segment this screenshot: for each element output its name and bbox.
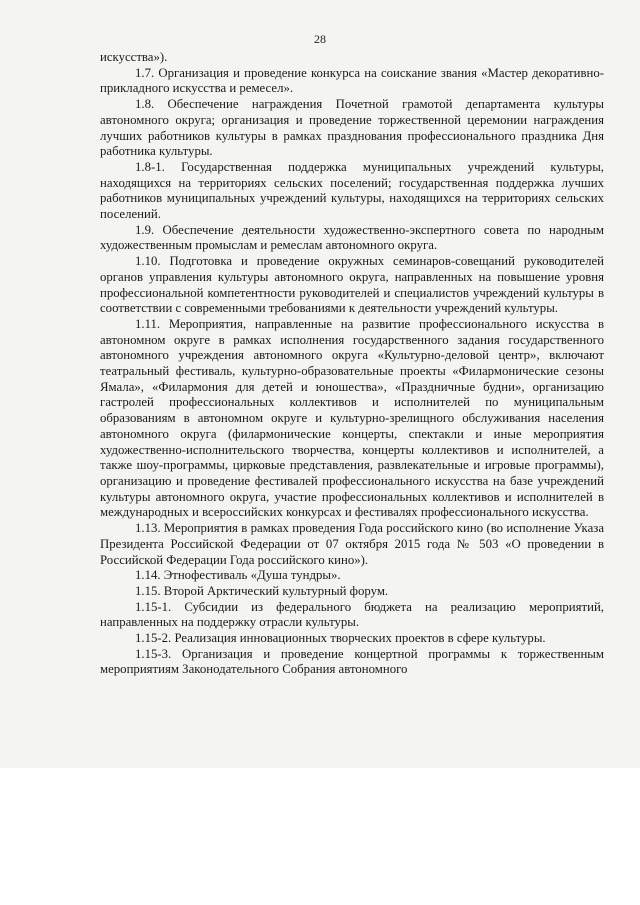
paragraph-1-15: 1.15. Второй Арктический культурный форум. (135, 583, 389, 598)
paragraph-1-8-1: 1.8-1. Государственная поддержка муниципальных учреждений культуры, находящихся на территориях сельских поселений; государственная поддержка лучших работников муниципальных учреждений культуры, находящихся на территориях сельских поселений. (100, 159, 604, 222)
document-body (100, 50, 604, 678)
paragraph-1-15-1: 1.15-1. Субсидии из федерального бюджета на реализацию мероприятий, направленных на поддержку отрасли культуры. (100, 599, 604, 630)
paragraph-1-7: 1.7. Организация и проведение конкурса на соискание звания «Мастер декоративно-прикладного искусства и ремесел». (100, 65, 604, 96)
paragraph-1-10: 1.10. Подготовка и проведение окружных семинаров-совещаний руководителей органов управления культуры автономного округа, направленных на повышение уровня профессиональной компетентности руководителей и специалистов учреждений культуры в соответствии с современными требованиями к деятельности учреждений культуры. (100, 254, 604, 316)
paragraph-1-15-2: 1.15-2. Реализация инновационных творческих проектов в сфере культуры. (135, 631, 546, 646)
paragraph-1-8: 1.8. Обеспечение награждения Почетной грамотой департамента культуры автономного округа; организация и проведение торжественной церемонии награждения лучших работников культуры в рамках празднования профессионального праздника Дня работника культуры. (100, 97, 604, 159)
paragraph-1-9: 1.9. Обеспечение деятельности художественно-экспертного совета по народным художественным промыслам и ремеслам автономного округа. (100, 222, 604, 253)
paragraph-continuation: искусства»). (100, 50, 168, 64)
page-number: 28 (314, 32, 326, 46)
paragraph-1-14: 1.14. Этнофестиваль «Душа тундры». (135, 568, 341, 583)
paragraph-1-15-3: 1.15-3. Организация и проведение концертной программы к торжественным мероприятиям Законодательного Собрания автономного (100, 646, 604, 677)
paragraph-1-11: 1.11. Мероприятия, направленные на развитие профессионального искусства в автономном округе в рамках исполнения государственного задания государственного автономного учреждения автономного округа «Культурно-деловой центр», включают театральный фестиваль, культурно-образовательные проекты «Филармонические сезоны Ямала», «Филармония для детей и юношества», «Праздничные будни», организацию гастролей профессиональных коллективов и исполнителей по муниципальным образованиям в автономном округе и культурно-зрелищного обслуживания населения автономного округа (филармонические концерты, спектакли и иные мероприятия художественно-исполнительского творчества, концерты коллективов и исполнителей, а также шоу-программы, цирковые представления, развлекательные и игровые программы), организацию и проведение фестивалей профессионального искусства на базе учреждений культуры автономного округа, участие профессиональных коллективов и исполнителей в международных и всероссийских конкурсах и фестивалях профессионального искусства. (100, 316, 604, 520)
paragraph-1-13: 1.13. Мероприятия в рамках проведения Года российского кино (во исполнение Указа Президента Российской Федерации от 07 октября 2015 года № 503 «О проведении в Российской Федерации Года российского кино»). (100, 521, 604, 567)
